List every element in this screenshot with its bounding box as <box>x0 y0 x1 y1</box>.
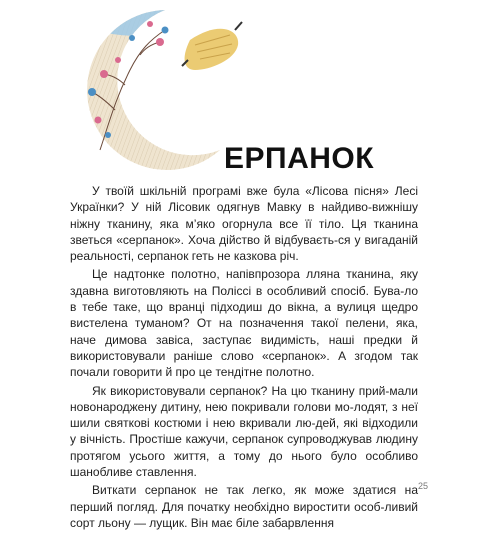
paragraph: Як використовували серпанок? На цю тканину прий-мали новонароджену дитину, нею покривали голови мо-лодят, з неї шили святкові костюми і нею вкривали лю-дей, які відходили у вічність. Простіше кажучи, серпанок супроводжував людину протягом усього життя, а тому до нього було особливо шанобливе ставлення. <box>70 383 418 480</box>
chapter-title: ЕРПАНОК <box>224 142 375 175</box>
paragraph: Це надтонке полотно, напівпрозора лляна тканина, яку здавна виготовляють на Поліссі в особливий спосіб. Бува-ло в тебе таке, що вранці підходиш до вікна, а вулиця щедро вистелена туманом? От на позначення такої пелени, яка, наче димова завіса, заступає видимість, наші предки й використовували раніше слово «серпанок». А згодом так почали говорити й про це тендітне полотно. <box>70 267 418 380</box>
article-body <box>70 183 418 533</box>
bird-figure <box>182 22 242 70</box>
chapter-illustration-crescent <box>70 0 250 180</box>
page-number: 25 <box>417 481 428 491</box>
paragraph: У твоїй шкільній програмі вже була «Лісова пісня» Лесі Українки? У ній Лісовик одягнув Мавку в найдиво-вижнішу ніжну тканину, яка м’яко огорнула все її тіло. Ця тканина зветься «серпанок». Хоча дійство й відбуваєть-ся у вигаданій реальності, серпанок геть не казкова річ. <box>70 184 418 264</box>
paragraph: Виткати серпанок не так легко, як може здатися на перший погляд. Для початку необхідно виростити особ-ливий сорт льону — лущик. Він має біле забарвлення <box>70 483 418 530</box>
